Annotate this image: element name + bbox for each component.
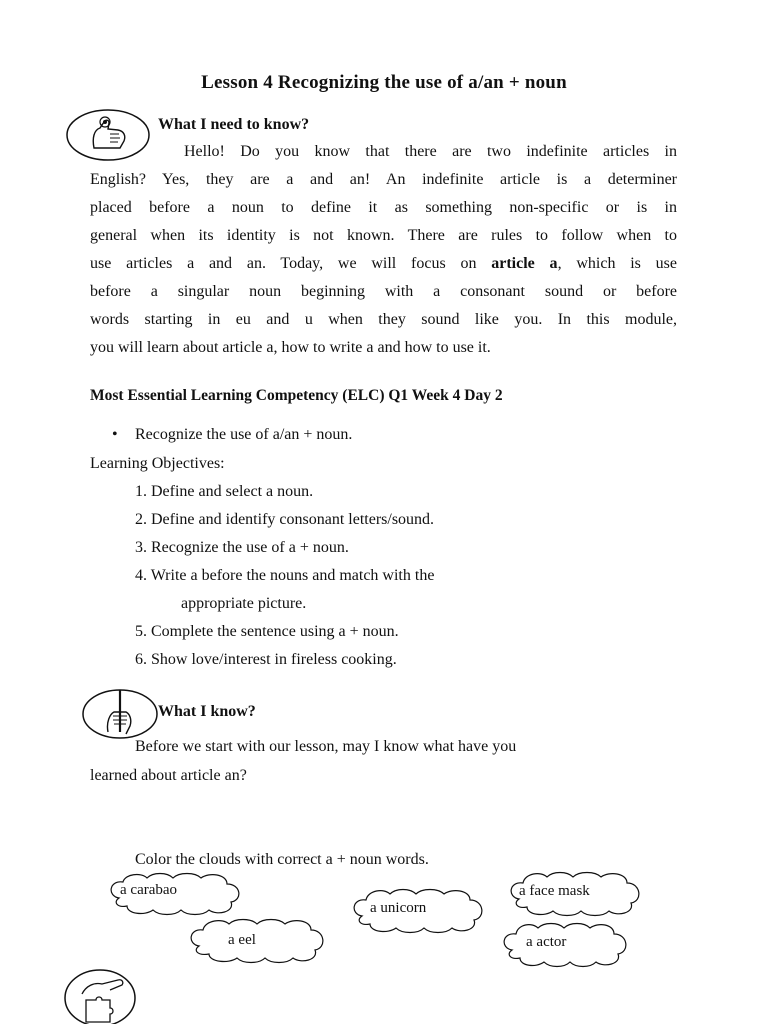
cloud-answer[interactable]	[505, 871, 645, 917]
cloud-answer[interactable]	[185, 918, 330, 964]
cloud-label: a carabao	[120, 882, 178, 898]
objective-item: 1. Define and select a noun.	[135, 483, 314, 500]
objective-item: 6. Show love/interest in fireless cooking.	[135, 651, 397, 668]
paragraph-line	[90, 250, 677, 278]
cloud-label: a face mask	[519, 883, 590, 899]
objectives-label: Learning Objectives:	[90, 455, 225, 472]
paragraph-text: use articles a and an. Today, we will focus on	[90, 255, 492, 272]
bold-term: article a	[491, 255, 558, 272]
cloud-label: a eel	[228, 932, 256, 948]
question-line: learned about article an?	[90, 767, 247, 784]
paragraph-text: , which is use	[557, 255, 677, 272]
objective-item-continuation: appropriate picture.	[181, 595, 307, 612]
objective-item: 4. Write a before the nouns and match with the	[135, 567, 435, 584]
cloud-label: a unicorn	[370, 900, 427, 916]
melc-heading: Most Essential Learning Competency (ELC) Q1 Week 4 Day 2	[90, 387, 503, 404]
objective-item: 2. Define and identify consonant letters/sound.	[135, 511, 435, 528]
melc-bullet-item: Recognize the use of a/an + noun.	[135, 426, 353, 443]
paragraph-line: English? Yes, they are a and an! An indefinite article is a determiner	[90, 171, 677, 188]
objective-item: 5. Complete the sentence using a + noun.	[135, 623, 399, 640]
pointing-hand-icon	[64, 108, 152, 162]
paragraph-line: placed before a noun to define it as something non-specific or is in	[90, 199, 677, 216]
cloud-answer[interactable]	[105, 872, 245, 916]
cloud-label: a actor	[526, 934, 567, 950]
instruction-text: Color the clouds with correct a + noun words.	[135, 851, 429, 868]
cloud-answer[interactable]	[498, 922, 632, 968]
paragraph-line: before a singular noun beginning with a consonant sound or before	[90, 283, 677, 300]
lesson-title: Lesson 4 Recognizing the use of a/an + noun	[201, 72, 567, 93]
bullet-icon: •	[112, 426, 118, 443]
puzzle-hand-icon	[62, 964, 138, 1024]
cloud-shape	[185, 918, 330, 964]
paragraph-line: words starting in eu and u when they sound like you. In this module,	[90, 311, 677, 328]
cloud-answer[interactable]	[348, 888, 488, 934]
paragraph-line: you will learn about article a, how to write a and how to use it.	[90, 339, 491, 356]
hand-holding-pencil-icon	[80, 688, 160, 740]
section-heading-need-to-know: What I need to know?	[158, 116, 310, 133]
paragraph-line: Hello! Do you know that there are two indefinite articles in	[184, 143, 677, 160]
objective-item: 3. Recognize the use of a + noun.	[135, 539, 349, 556]
paragraph-line: general when its identity is not known. There are rules to follow when to	[90, 227, 677, 244]
section-heading-what-i-know: What I know?	[158, 703, 256, 720]
question-line: Before we start with our lesson, may I know what have you	[135, 738, 517, 755]
